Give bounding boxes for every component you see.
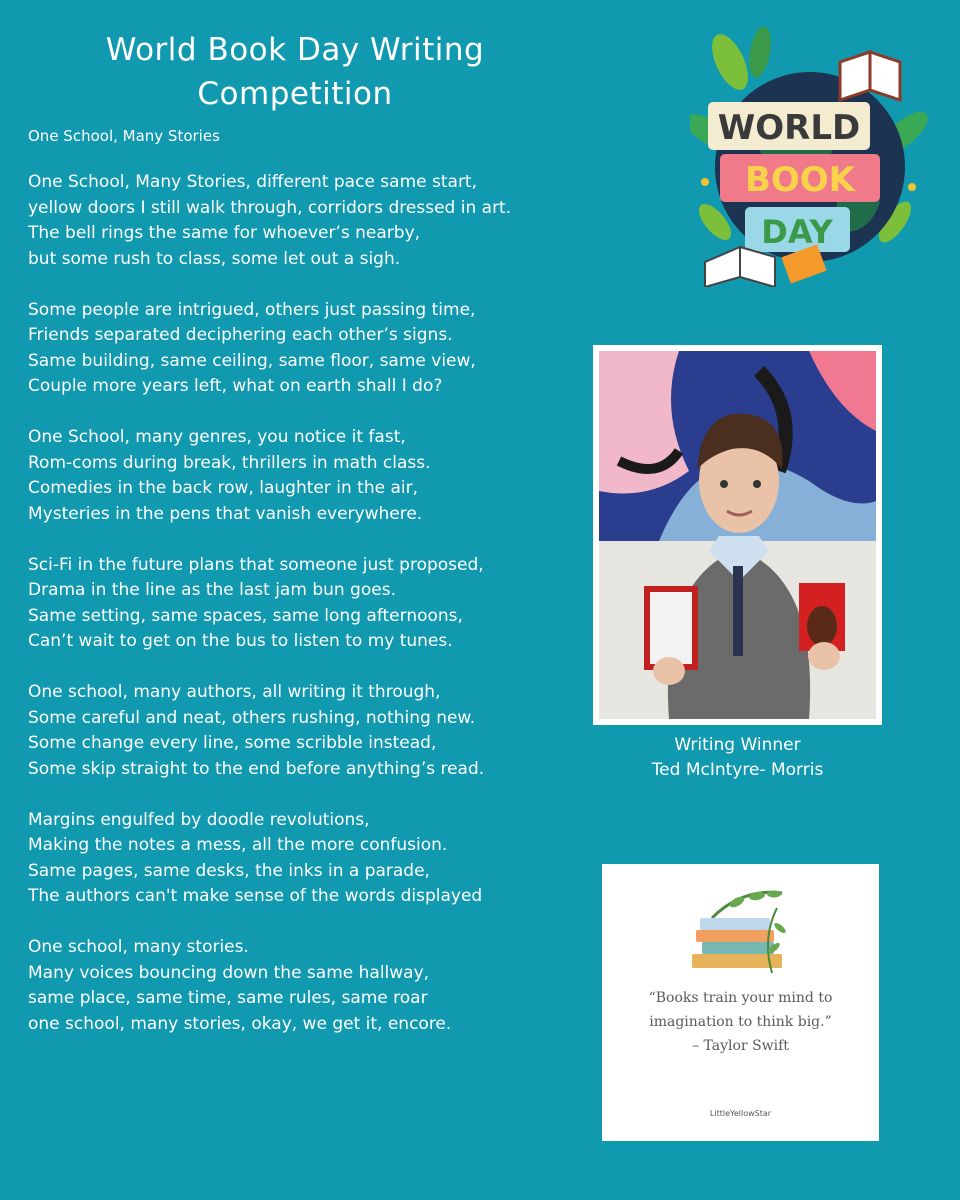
quote-line: imagination to think big.”	[649, 1014, 832, 1030]
poem-stanza-5	[28, 680, 583, 782]
books-stack-icon	[682, 888, 802, 978]
quote-line: “Books train your mind to	[648, 990, 833, 1006]
poem-line: The bell rings the same for whoever’s nearby,	[28, 223, 421, 243]
logo-word-world: WORLD	[717, 108, 861, 148]
poem-line: Friends separated deciphering each other’s signs.	[28, 325, 453, 345]
logo-word-book: BOOK	[744, 160, 856, 200]
winner-photo	[593, 345, 882, 725]
quote-card	[602, 864, 879, 1141]
poem-line: same place, same time, same rules, same roar	[28, 988, 428, 1008]
poem-line: Same building, same ceiling, same floor, same view,	[28, 350, 476, 371]
gift-card-icon	[647, 589, 695, 667]
poem-line: yellow doors I still walk through, corridors dressed in art.	[28, 197, 512, 218]
poem-line: Some people are intrigued, others just passing time,	[28, 299, 476, 320]
poem-line: The authors can't make sense of the words displayed	[28, 886, 483, 906]
poem-line: Margins engulfed by doodle revolutions,	[28, 809, 370, 830]
poem-line: Mysteries in the pens that vanish everywhere.	[28, 503, 423, 524]
poem-line: Some skip straight to the end before anything’s read.	[28, 758, 485, 779]
poem-line: Making the notes a mess, all the more confusion.	[28, 835, 448, 855]
open-book-top-icon	[840, 52, 900, 100]
poem-line: One School, Many Stories, different pace same start,	[28, 172, 477, 192]
quote-author: – Taylor Swift	[692, 1038, 789, 1054]
poem-stanza-4	[28, 553, 583, 655]
poem-line: Drama in the line as the last jam bun goes.	[28, 580, 396, 600]
poem-line: Can’t wait to get on the bus to listen to my tunes.	[28, 631, 453, 651]
winner-label: Writing Winner	[674, 735, 801, 755]
page-subtitle: One School, Many Stories	[28, 127, 220, 145]
poem-line: Same pages, same desks, the inks in a parade,	[28, 860, 430, 881]
open-book-bottom-icon	[705, 247, 775, 287]
poem-line: one school, many stories, okay, we get it, encore.	[28, 1013, 452, 1034]
page-title: World Book Day Writing Competition	[105, 32, 485, 112]
poem-line: Same setting, same spaces, same long afternoons,	[28, 605, 463, 626]
poem-line: Rom-coms during break, thrillers in math class.	[28, 452, 431, 473]
poem-line: Some careful and neat, others rushing, nothing new.	[28, 707, 476, 728]
winner-caption	[593, 733, 882, 783]
poem	[28, 170, 583, 1063]
brand-label: LittleYellowStar	[709, 1109, 772, 1118]
quote-text	[612, 986, 869, 1058]
poem-line: One school, many stories.	[28, 937, 249, 957]
poem-line: but some rush to class, some let out a sigh.	[28, 248, 401, 269]
poem-stanza-2	[28, 298, 583, 400]
poem-line: Comedies in the back row, laughter in the air,	[28, 478, 418, 498]
poem-line: Sci-Fi in the future plans that someone just proposed,	[28, 554, 484, 575]
logo-word-day: DAY	[761, 213, 833, 251]
winner-photo-image	[599, 351, 876, 719]
poem-line: Many voices bouncing down the same hallway,	[28, 962, 430, 983]
poem-line: Some change every line, some scribble instead,	[28, 733, 437, 753]
poem-stanza-7	[28, 935, 583, 1037]
poem-line: One school, many authors, all writing it through,	[28, 682, 441, 702]
poem-line: One School, many genres, you notice it fast,	[28, 427, 406, 447]
poem-stanza-6	[28, 808, 583, 910]
winner-name: Ted McIntyre- Morris	[651, 760, 824, 780]
world-book-day-logo	[690, 22, 930, 287]
poem-line: Couple more years left, what on earth shall I do?	[28, 376, 443, 396]
poem-stanza-3	[28, 425, 583, 527]
poem-stanza-1	[28, 170, 583, 272]
